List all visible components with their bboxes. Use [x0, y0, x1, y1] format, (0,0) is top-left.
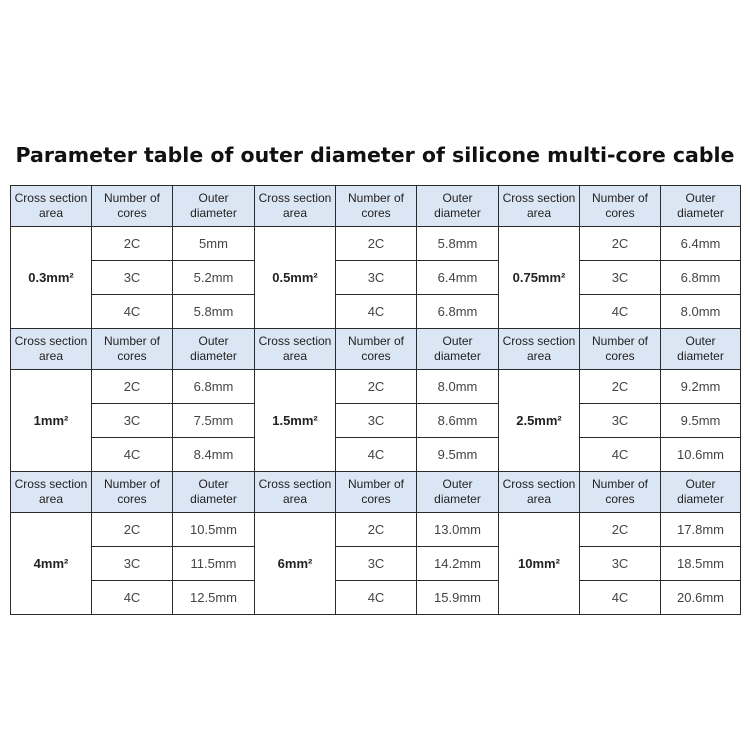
cores-cell: 4C — [92, 581, 173, 615]
header-line: diameter — [434, 492, 481, 506]
outer-diameter-cell: 9.5mm — [417, 438, 499, 472]
outer-diameter-cell: 9.5mm — [661, 404, 741, 438]
cores-cell: 3C — [92, 404, 173, 438]
outer-diameter-cell: 18.5mm — [661, 547, 741, 581]
header-line: diameter — [677, 492, 724, 506]
header-line: area — [526, 492, 552, 506]
header-line: diameter — [190, 492, 237, 506]
header-line: area — [282, 349, 308, 363]
header-line: Cross section — [14, 334, 88, 348]
outer-diameter-cell: 7.5mm — [173, 404, 255, 438]
cores-cell: 3C — [580, 547, 661, 581]
header-cell-cores — [580, 472, 661, 513]
outer-diameter-cell: 5mm — [173, 227, 255, 261]
header-cell-area — [255, 472, 336, 513]
page-title: Parameter table of outer diameter of silicone multi-core cable — [15, 143, 735, 167]
header-row — [11, 186, 741, 227]
cores-cell: 3C — [580, 261, 661, 295]
cores-cell: 2C — [580, 513, 661, 547]
header-line: Number of — [103, 477, 161, 491]
cores-cell: 4C — [92, 295, 173, 329]
header-cell-area — [499, 472, 580, 513]
header-line: cores — [361, 492, 391, 506]
table-row — [11, 295, 741, 329]
header-cell-diameter — [417, 186, 499, 227]
header-cell-area — [499, 186, 580, 227]
header-row — [11, 329, 741, 370]
header-line: diameter — [434, 349, 481, 363]
table-row — [11, 581, 741, 615]
outer-diameter-cell: 6.8mm — [417, 295, 499, 329]
outer-diameter-cell: 8.6mm — [417, 404, 499, 438]
cross-section-area-cell: 10mm² — [499, 513, 580, 615]
cross-section-area-cell: 6mm² — [255, 513, 336, 615]
header-line: Outer — [198, 191, 229, 205]
header-cell-area — [255, 186, 336, 227]
cross-section-area-cell: 4mm² — [11, 513, 92, 615]
header-line: cores — [605, 492, 635, 506]
outer-diameter-cell: 6.8mm — [661, 261, 741, 295]
header-line: diameter — [677, 206, 724, 220]
outer-diameter-cell: 5.8mm — [417, 227, 499, 261]
header-cell-cores — [580, 186, 661, 227]
header-line: Number of — [347, 191, 405, 205]
outer-diameter-cell: 6.8mm — [173, 370, 255, 404]
cores-cell: 4C — [580, 581, 661, 615]
cores-cell: 4C — [580, 295, 661, 329]
header-line: Outer — [442, 191, 473, 205]
cores-cell: 4C — [336, 295, 417, 329]
header-line: Outer — [198, 477, 229, 491]
table-row — [11, 261, 741, 295]
table-row — [11, 513, 741, 547]
header-cell-cores — [580, 329, 661, 370]
cross-section-area-cell: 2.5mm² — [499, 370, 580, 472]
cores-cell: 2C — [92, 370, 173, 404]
cores-cell: 2C — [92, 513, 173, 547]
header-line: Outer — [198, 334, 229, 348]
header-line: area — [38, 492, 64, 506]
outer-diameter-cell: 5.2mm — [173, 261, 255, 295]
header-line: diameter — [190, 206, 237, 220]
parameter-table — [10, 185, 741, 615]
header-line: Cross section — [258, 334, 332, 348]
cores-cell: 4C — [580, 438, 661, 472]
cores-cell: 2C — [580, 370, 661, 404]
cores-cell: 2C — [336, 513, 417, 547]
header-line: diameter — [434, 206, 481, 220]
cores-cell: 3C — [92, 547, 173, 581]
cores-cell: 3C — [336, 261, 417, 295]
header-cell-cores — [92, 472, 173, 513]
header-line: Outer — [685, 191, 716, 205]
header-line: Cross section — [258, 191, 332, 205]
outer-diameter-cell: 8.4mm — [173, 438, 255, 472]
header-line: cores — [117, 492, 147, 506]
header-line: Cross section — [14, 191, 88, 205]
outer-diameter-cell: 6.4mm — [661, 227, 741, 261]
header-cell-cores — [336, 472, 417, 513]
header-cell-cores — [336, 186, 417, 227]
header-cell-area — [11, 186, 92, 227]
header-line: Cross section — [14, 477, 88, 491]
header-cell-area — [11, 329, 92, 370]
outer-diameter-cell: 20.6mm — [661, 581, 741, 615]
header-line: Outer — [685, 334, 716, 348]
outer-diameter-cell: 12.5mm — [173, 581, 255, 615]
header-row — [11, 472, 741, 513]
header-line: cores — [361, 349, 391, 363]
header-cell-cores — [92, 186, 173, 227]
header-cell-area — [255, 329, 336, 370]
header-line: Outer — [442, 334, 473, 348]
header-cell-diameter — [661, 329, 741, 370]
cores-cell: 2C — [336, 227, 417, 261]
cores-cell: 4C — [336, 438, 417, 472]
cores-cell: 4C — [336, 581, 417, 615]
table-row — [11, 404, 741, 438]
header-line: area — [38, 206, 64, 220]
header-cell-diameter — [173, 329, 255, 370]
cross-section-area-cell: 1.5mm² — [255, 370, 336, 472]
header-line: Cross section — [502, 477, 576, 491]
header-cell-diameter — [417, 329, 499, 370]
header-line: diameter — [677, 349, 724, 363]
header-cell-diameter — [173, 472, 255, 513]
header-line: area — [526, 349, 552, 363]
header-line: Number of — [591, 477, 649, 491]
outer-diameter-cell: 8.0mm — [661, 295, 741, 329]
header-cell-diameter — [661, 472, 741, 513]
header-cell-cores — [336, 329, 417, 370]
header-line: Outer — [685, 477, 716, 491]
header-line: cores — [361, 206, 391, 220]
header-cell-diameter — [173, 186, 255, 227]
cross-section-area-cell: 0.5mm² — [255, 227, 336, 329]
outer-diameter-cell: 11.5mm — [173, 547, 255, 581]
header-cell-diameter — [417, 472, 499, 513]
outer-diameter-cell: 10.5mm — [173, 513, 255, 547]
header-line: diameter — [190, 349, 237, 363]
cores-cell: 3C — [336, 404, 417, 438]
header-line: area — [282, 206, 308, 220]
header-line: Cross section — [502, 191, 576, 205]
header-line: area — [38, 349, 64, 363]
header-line: cores — [605, 349, 635, 363]
header-cell-area — [11, 472, 92, 513]
outer-diameter-cell: 8.0mm — [417, 370, 499, 404]
header-line: cores — [117, 349, 147, 363]
cross-section-area-cell: 0.3mm² — [11, 227, 92, 329]
cores-cell: 4C — [92, 438, 173, 472]
header-cell-cores — [92, 329, 173, 370]
header-line: cores — [117, 206, 147, 220]
header-line: area — [282, 492, 308, 506]
header-line: Number of — [347, 477, 405, 491]
header-line: Number of — [591, 191, 649, 205]
cores-cell: 2C — [336, 370, 417, 404]
header-line: Number of — [103, 191, 161, 205]
table-row — [11, 438, 741, 472]
outer-diameter-cell: 5.8mm — [173, 295, 255, 329]
table-row — [11, 370, 741, 404]
cross-section-area-cell: 0.75mm² — [499, 227, 580, 329]
outer-diameter-cell: 17.8mm — [661, 513, 741, 547]
outer-diameter-cell: 10.6mm — [661, 438, 741, 472]
cores-cell: 2C — [580, 227, 661, 261]
header-line: Cross section — [502, 334, 576, 348]
header-line: Number of — [591, 334, 649, 348]
outer-diameter-cell: 13.0mm — [417, 513, 499, 547]
outer-diameter-cell: 6.4mm — [417, 261, 499, 295]
header-line: area — [526, 206, 552, 220]
cores-cell: 3C — [580, 404, 661, 438]
table-row — [11, 227, 741, 261]
cross-section-area-cell: 1mm² — [11, 370, 92, 472]
cores-cell: 3C — [92, 261, 173, 295]
cores-cell: 2C — [92, 227, 173, 261]
header-cell-area — [499, 329, 580, 370]
outer-diameter-cell: 15.9mm — [417, 581, 499, 615]
cores-cell: 3C — [336, 547, 417, 581]
header-line: Number of — [347, 334, 405, 348]
header-line: Number of — [103, 334, 161, 348]
outer-diameter-cell: 14.2mm — [417, 547, 499, 581]
table-row — [11, 547, 741, 581]
header-line: Outer — [442, 477, 473, 491]
header-cell-diameter — [661, 186, 741, 227]
header-line: cores — [605, 206, 635, 220]
outer-diameter-cell: 9.2mm — [661, 370, 741, 404]
header-line: Cross section — [258, 477, 332, 491]
